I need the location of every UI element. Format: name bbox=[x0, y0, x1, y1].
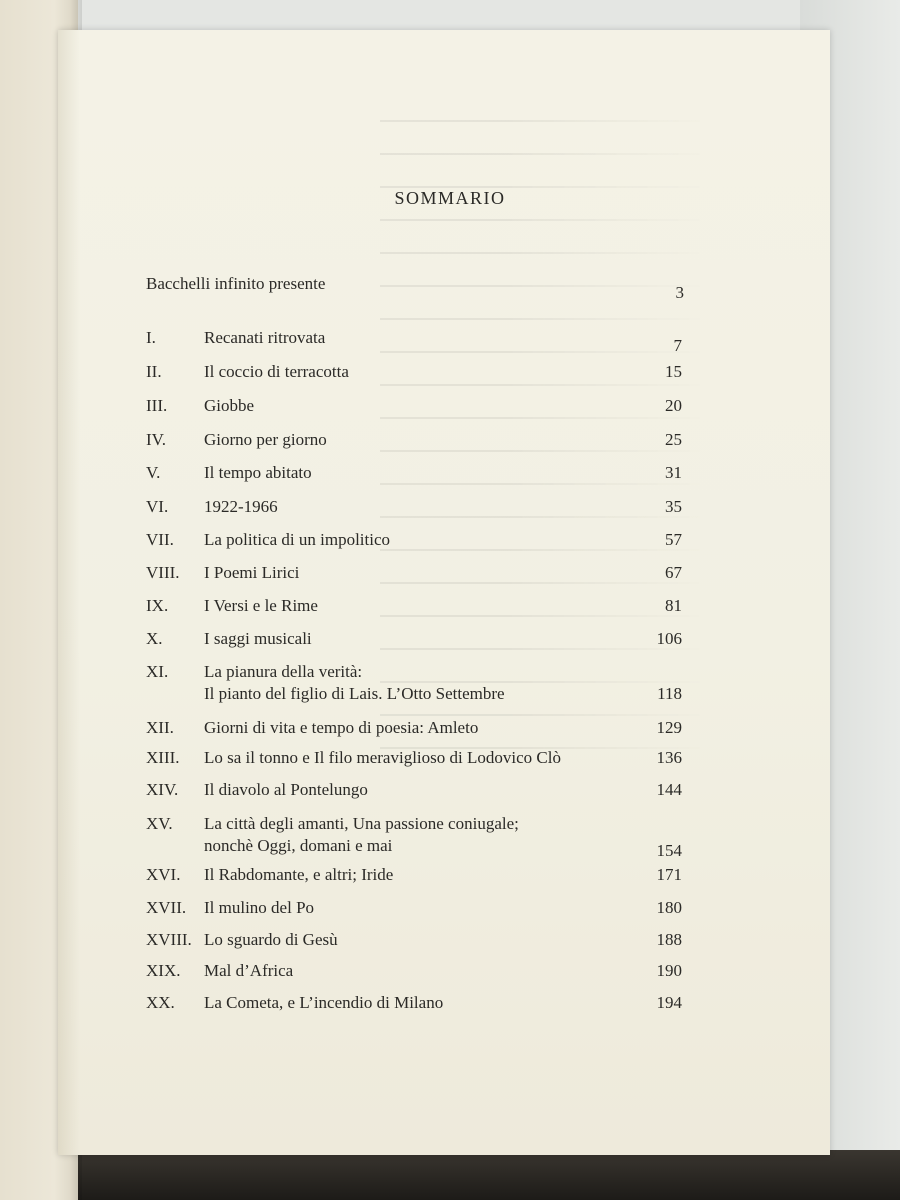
chapter-title-continued: nonchè Oggi, domani e mai bbox=[204, 836, 393, 855]
chapter-number: III. bbox=[146, 396, 168, 415]
chapter-number: I. bbox=[146, 328, 156, 347]
chapter-number: X. bbox=[146, 629, 163, 648]
chapter-title: Lo sguardo di Gesù bbox=[204, 930, 338, 949]
chapter-number: XV. bbox=[146, 814, 173, 833]
page-number: 20 bbox=[665, 396, 682, 415]
chapter-title: Giobbe bbox=[204, 396, 255, 415]
page-number: 144 bbox=[656, 780, 682, 799]
chapter-title: La Cometa, e L’incendio di Milano bbox=[204, 993, 444, 1012]
chapter-title: Giorni di vita e tempo di poesia: Amleto bbox=[204, 718, 479, 737]
chapter-title: I Poemi Lirici bbox=[204, 563, 300, 582]
chapter-number: XIX. bbox=[146, 961, 181, 980]
chapter-number: VII. bbox=[146, 530, 174, 549]
page-number: 190 bbox=[656, 961, 682, 980]
page-number: 194 bbox=[656, 993, 682, 1012]
page-number: 118 bbox=[657, 684, 682, 703]
chapter-number: VIII. bbox=[146, 563, 180, 582]
page-number: 57 bbox=[665, 530, 682, 549]
page-number: 171 bbox=[656, 865, 682, 884]
page-number: 154 bbox=[656, 841, 682, 860]
page-number: 7 bbox=[673, 336, 682, 355]
page-title: SOMMARIO bbox=[394, 188, 506, 208]
chapter-title: Il mulino del Po bbox=[204, 898, 315, 917]
chapter-title: Il diavolo al Pontelungo bbox=[204, 780, 368, 799]
chapter-number: IX. bbox=[146, 596, 169, 615]
page-number: 180 bbox=[656, 898, 682, 917]
chapter-title: La città degli amanti, Una passione coniugale; bbox=[204, 814, 519, 833]
chapter-number: II. bbox=[146, 362, 162, 381]
page-number: 15 bbox=[665, 362, 682, 381]
page-number: 106 bbox=[656, 629, 682, 648]
chapter-number: IV. bbox=[146, 430, 166, 449]
page-number: 188 bbox=[656, 930, 682, 949]
chapter-number: XX. bbox=[146, 993, 175, 1012]
intro-entry-page: 3 bbox=[675, 283, 684, 302]
page-number: 35 bbox=[665, 497, 682, 516]
chapter-title: Lo sa il tonno e Il filo meraviglioso di Lodovico Clò bbox=[204, 748, 561, 767]
chapter-number: VI. bbox=[146, 497, 169, 516]
page-number: 81 bbox=[665, 596, 682, 615]
chapter-title: Recanati ritrovata bbox=[204, 328, 326, 347]
chapter-number: XII. bbox=[146, 718, 174, 737]
page-number: 67 bbox=[665, 563, 682, 582]
page-number: 129 bbox=[656, 718, 682, 737]
chapter-title: I Versi e le Rime bbox=[204, 596, 318, 615]
chapter-title: La pianura della verità: bbox=[204, 662, 363, 681]
chapter-number: XVII. bbox=[146, 898, 187, 917]
page-number: 31 bbox=[665, 463, 682, 482]
chapter-title: Il Rabdomante, e altri; Iride bbox=[204, 865, 394, 884]
chapter-title: Il tempo abitato bbox=[204, 463, 312, 482]
chapter-title: 1922-1966 bbox=[204, 497, 278, 516]
chapter-number: XIV. bbox=[146, 780, 179, 799]
chapter-number: XIII. bbox=[146, 748, 180, 767]
chapter-title: La politica di un impolitico bbox=[204, 530, 391, 549]
chapter-title: I saggi musicali bbox=[204, 629, 312, 648]
chapter-number: XI. bbox=[146, 662, 169, 681]
chapter-title: Giorno per giorno bbox=[204, 430, 327, 449]
chapter-number: XVI. bbox=[146, 865, 181, 884]
chapter-title-continued: Il pianto del figlio di Lais. L’Otto Settembre bbox=[204, 684, 505, 703]
chapter-number: V. bbox=[146, 463, 161, 482]
chapter-title: Il coccio di terracotta bbox=[204, 362, 349, 381]
intro-entry-title: Bacchelli infinito presente bbox=[146, 274, 326, 293]
chapter-title: Mal d’Africa bbox=[204, 961, 294, 980]
chapter-number: XVIII. bbox=[146, 930, 192, 949]
page-number: 136 bbox=[656, 748, 682, 767]
page-number: 25 bbox=[665, 430, 682, 449]
